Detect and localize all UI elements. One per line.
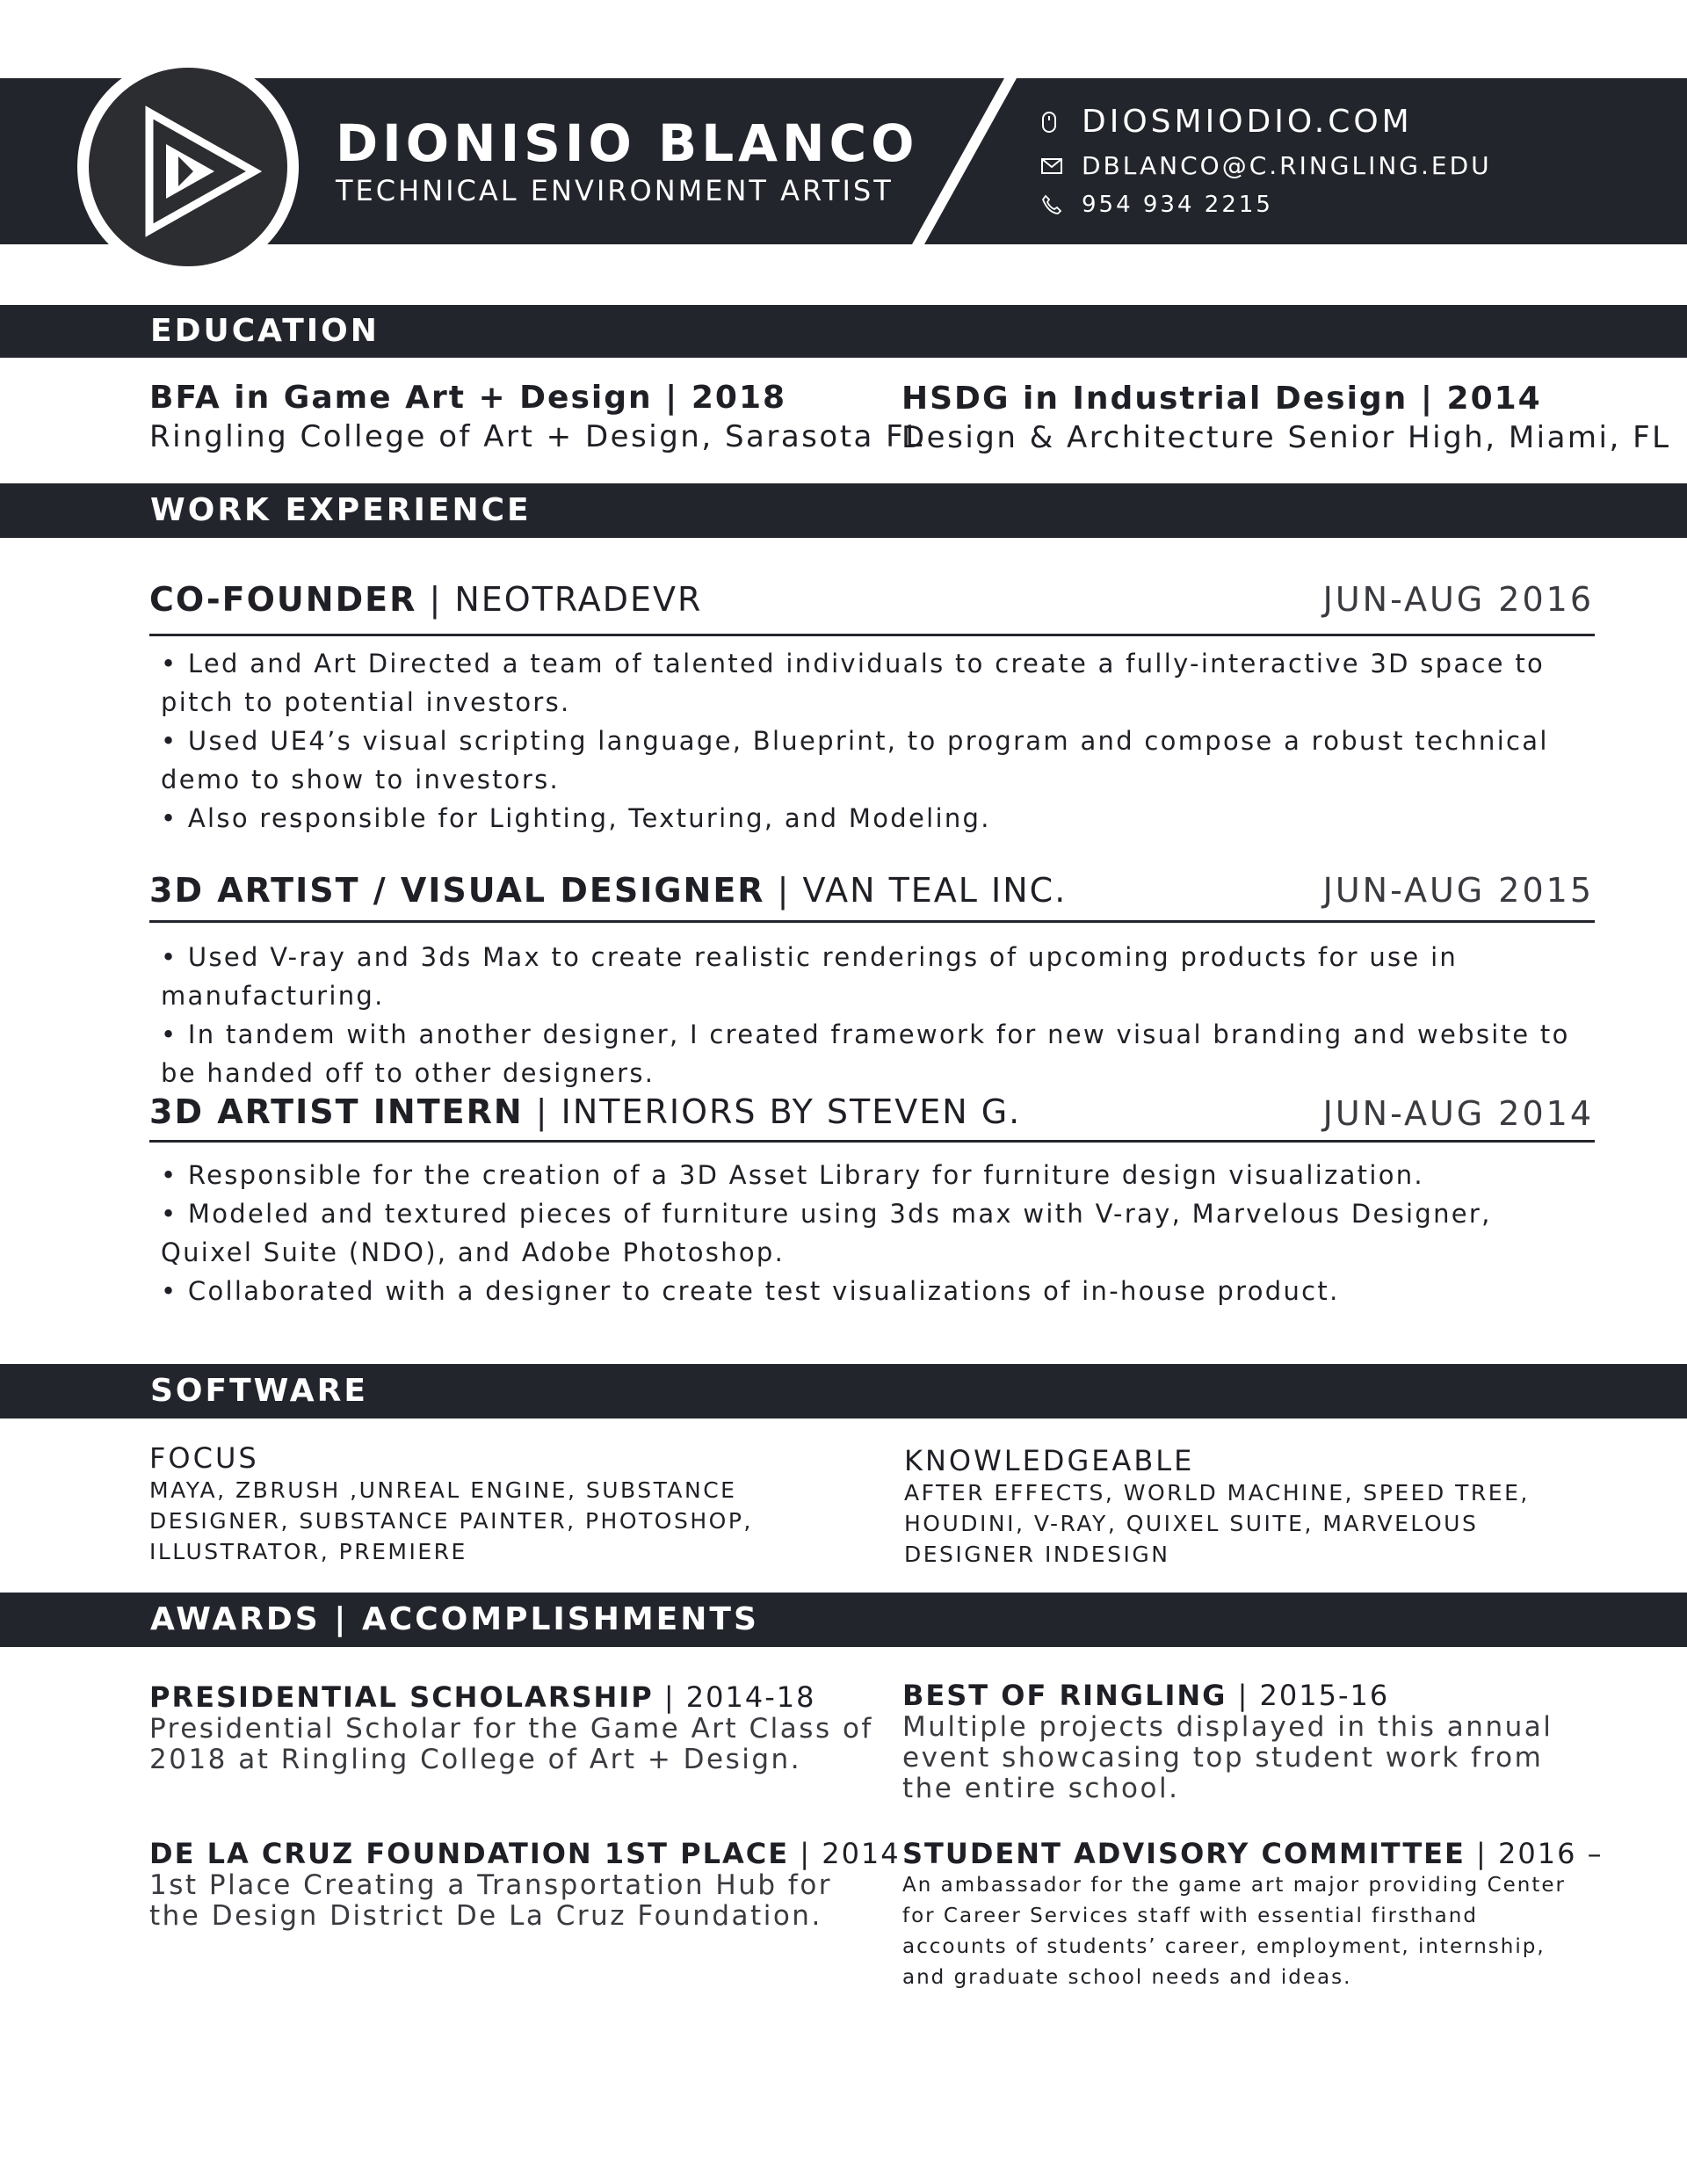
job-divider: [149, 1140, 1595, 1143]
awards-heading: AWARDS | ACCOMPLISHMENTS: [150, 1601, 759, 1637]
education-heading-bar: [0, 305, 1687, 358]
award-item: [149, 1680, 879, 1775]
applicant-name: DIONISIO BLANCO: [336, 113, 919, 173]
bullet-item: • Used UE4’s visual scripting language, Blueprint, to program and compose a robust technical demo to show to investors.: [161, 726, 1549, 795]
applicant-title: TECHNICAL ENVIRONMENT ARTIST: [336, 174, 894, 207]
focus-list: MAYA, ZBRUSH ,UNREAL ENGINE, SUBSTANCE DESIGNER, SUBSTANCE PAINTER, PHOTOSHOP, ILLUSTRATOR, PREMIERE: [149, 1477, 753, 1564]
school-name: Ringling College of Art + Design, Sarasota FL: [149, 419, 924, 454]
bullet-item: • Responsible for the creation of a 3D Asset Library for furniture design visualization.: [161, 1160, 1424, 1190]
award-item: [902, 1679, 1588, 1804]
bullet-item: • Collaborated with a designer to create test visualizations of in-house product.: [161, 1276, 1340, 1306]
award-title: DE LA CRUZ FOUNDATION 1ST PLACE | 2014: [149, 1837, 901, 1870]
phone-icon: [1041, 194, 1069, 215]
school-name: Design & Architecture Senior High, Miami, FL: [901, 420, 1671, 455]
envelope-icon: [1041, 158, 1069, 174]
award-description: Multiple projects displayed in this annual event showcasing top student work from the entire school.: [902, 1711, 1553, 1804]
email-row: [1041, 151, 1492, 180]
bullet-item: • Used V-ray and 3ds Max to create realistic renderings of upcoming products for use in manufacturing.: [161, 942, 1459, 1011]
job-title: CO-FOUNDER | NEOTRADEVR: [149, 580, 703, 619]
bullet-item: • Also responsible for Lighting, Texturing, and Modeling.: [161, 803, 991, 833]
knowledgeable-list: AFTER EFFECTS, WORLD MACHINE, SPEED TREE, HOUDINI, V-RAY, QUIXEL SUITE, MARVELOUS DESIGNER INDESIGN: [904, 1480, 1530, 1567]
degree-title: BFA in Game Art + Design | 2018: [149, 380, 787, 416]
job-divider: [149, 634, 1595, 636]
award-item: [902, 1837, 1604, 1993]
job-date: JUN-AUG 2015: [1322, 871, 1594, 910]
award-title: STUDENT ADVISORY COMMITTEE | 2016 –: [902, 1837, 1604, 1870]
focus-title: FOCUS: [149, 1441, 259, 1475]
software-knowledgeable: [904, 1444, 1607, 1570]
work-heading-bar: [0, 483, 1687, 538]
mouse-icon: [1041, 111, 1069, 134]
phone-row: [1041, 192, 1273, 218]
software-heading-bar: [0, 1364, 1687, 1419]
job-bullets: [161, 644, 1593, 838]
job-bullets: [161, 1156, 1593, 1310]
award-description: 1st Place Creating a Transportation Hub for the Design District De La Cruz Foundation.: [149, 1869, 833, 1932]
bullet-item: • In tandem with another designer, I created framework for new visual branding and website to be handed off to other designers.: [161, 1019, 1570, 1088]
education-item: [149, 380, 924, 454]
phone-number: 954 934 2215: [1082, 192, 1273, 218]
website-link[interactable]: DIOSMIODIO.COM: [1082, 104, 1413, 140]
education-item: [901, 381, 1671, 455]
email-link[interactable]: DBLANCO@C.RINGLING.EDU: [1082, 151, 1492, 180]
education-heading: EDUCATION: [150, 313, 380, 349]
job-date: JUN-AUG 2016: [1322, 580, 1594, 619]
bullet-item: • Modeled and textured pieces of furniture using 3ds max with V-ray, Marvelous Designer, Quixel Suite (NDO), and Adobe Photoshop.: [161, 1199, 1492, 1267]
award-item: [149, 1837, 901, 1932]
bullet-item: • Led and Art Directed a team of talented individuals to create a fully-interactive 3D space to pitch to potential investors.: [161, 649, 1546, 717]
award-description: Presidential Scholar for the Game Art Class of 2018 at Ringling College of Art + Design.: [149, 1713, 873, 1775]
award-title: PRESIDENTIAL SCHOLARSHIP | 2014-18: [149, 1680, 816, 1714]
work-heading: WORK EXPERIENCE: [150, 492, 532, 528]
award-title: BEST OF RINGLING | 2015-16: [902, 1679, 1390, 1712]
logo-icon: [77, 56, 299, 278]
software-heading: SOFTWARE: [150, 1373, 368, 1409]
software-focus: [149, 1441, 879, 1567]
job-date: JUN-AUG 2014: [1322, 1094, 1594, 1133]
knowledgeable-title: KNOWLEDGEABLE: [904, 1444, 1195, 1477]
job-title: 3D ARTIST INTERN | INTERIORS BY STEVEN G.: [149, 1092, 1022, 1131]
job-divider: [149, 920, 1595, 923]
job-title: 3D ARTIST / VISUAL DESIGNER | VAN TEAL INC.: [149, 871, 1068, 910]
job-bullets: [161, 938, 1593, 1092]
website-row: [1041, 104, 1413, 140]
awards-heading-bar: [0, 1593, 1687, 1647]
award-description: An ambassador for the game art major providing Center for Career Services staff with essential firsthand accounts of students’ career, employment, internship, and graduate school needs and ideas.: [902, 1874, 1566, 1989]
degree-title: HSDG in Industrial Design | 2014: [901, 381, 1542, 417]
